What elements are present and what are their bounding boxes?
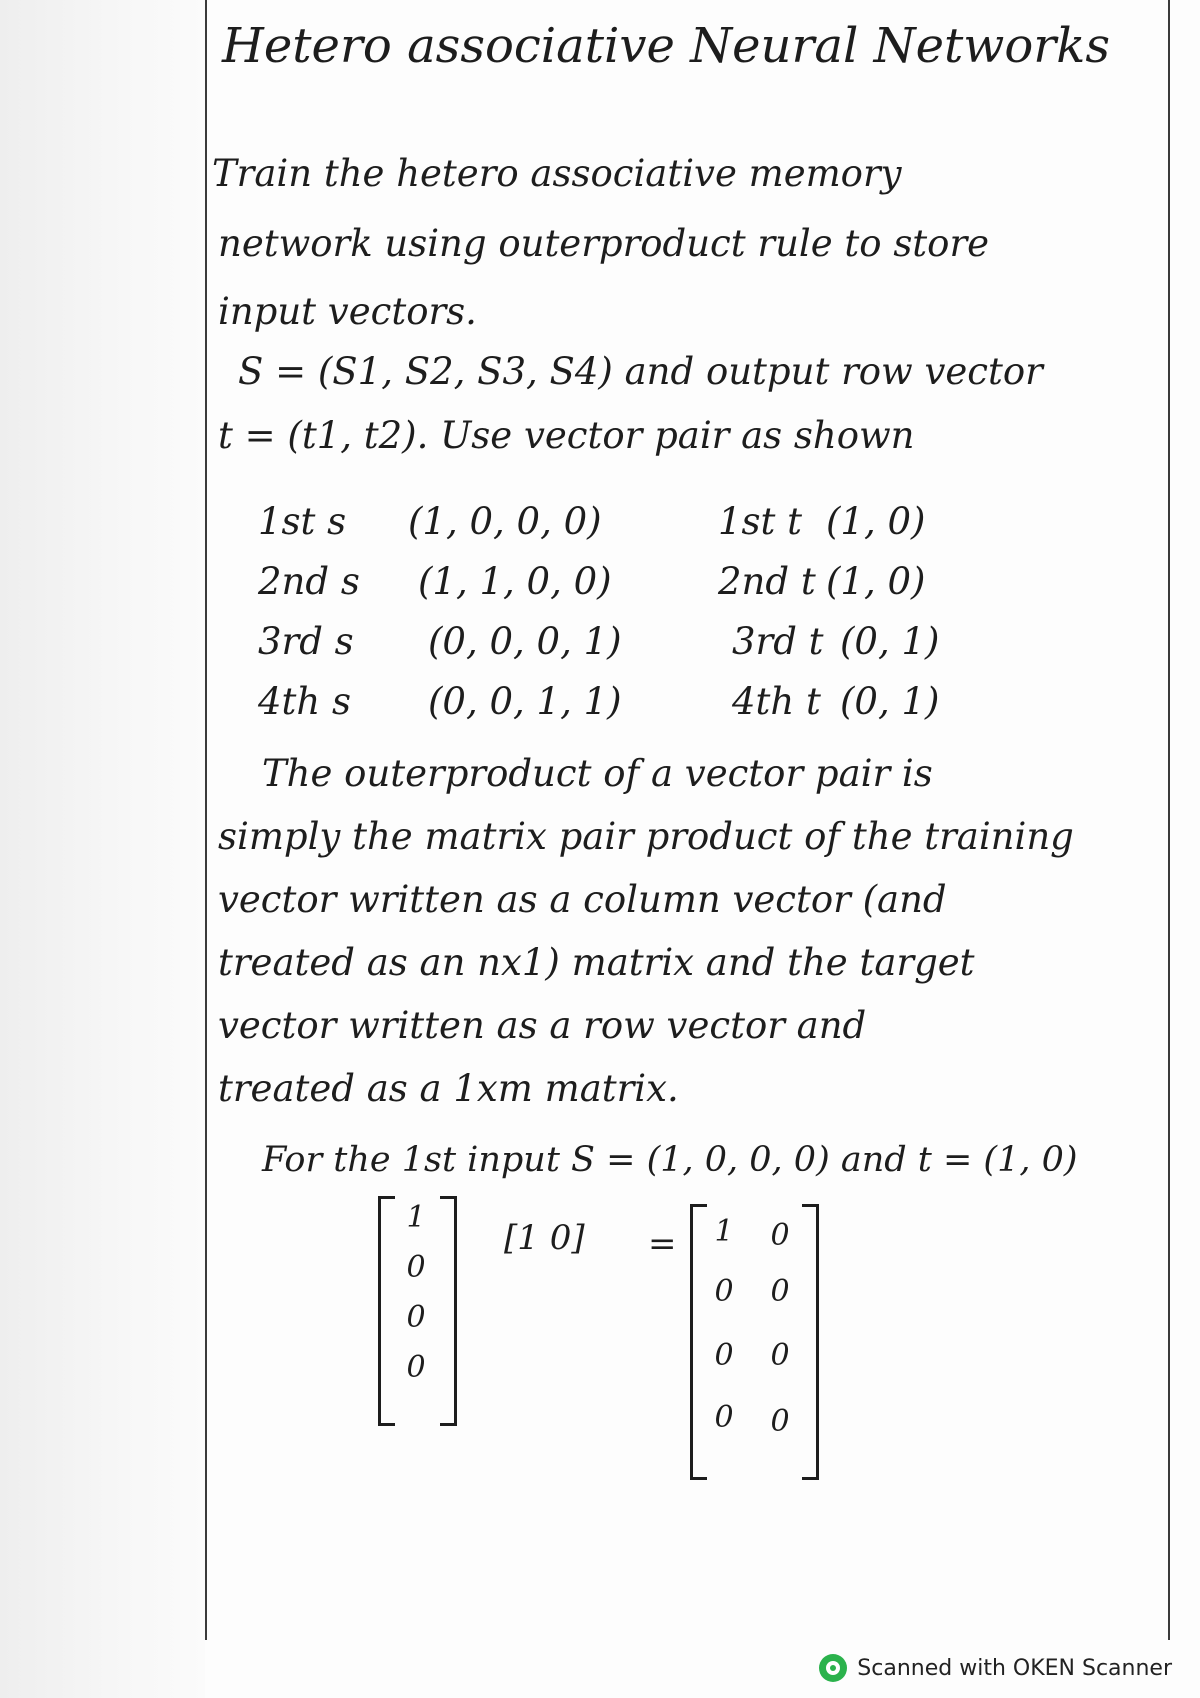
example-line: For the 1st input S = (1, 0, 0, 0) and t = (1, 0) <box>262 1140 1078 1180</box>
paragraph2-line-1: The outerproduct of a vector pair is <box>262 752 933 795</box>
paragraph1-line-3: input vectors. <box>218 290 477 333</box>
page-title: Hetero associative Neural Networks <box>222 18 1110 74</box>
scanner-footer <box>819 1650 1172 1686</box>
pair-4-s-label: 4th s <box>258 680 351 723</box>
paragraph2-line-6: treated as a 1xm matrix. <box>218 1067 679 1110</box>
pair-1-s-label: 1st s <box>258 500 347 543</box>
pair-2-t-value: (1, 0) <box>826 560 926 603</box>
result-matrix-cell: 0 <box>714 1274 734 1309</box>
paragraph2-line-5: vector written as a row vector and <box>218 1004 867 1047</box>
paragraph1-line-1: Train the hetero associative memory <box>212 152 902 195</box>
oken-scanner-logo-icon <box>819 1654 847 1682</box>
pair-3-s-label: 3rd s <box>258 620 354 663</box>
pair-2-s-label: 2nd s <box>258 560 360 603</box>
pair-4-t-value: (0, 1) <box>840 680 940 723</box>
column-vector-cell: 1 <box>406 1200 426 1235</box>
result-matrix-cell: 0 <box>770 1404 790 1439</box>
scanner-footer-text: Scanned with OKEN Scanner <box>857 1655 1172 1681</box>
right-margin-line <box>1168 0 1170 1640</box>
column-vector-matrix <box>378 1196 468 1426</box>
paragraph2-line-3: vector written as a column vector (and <box>218 878 947 921</box>
result-matrix-cell: 1 <box>714 1214 734 1249</box>
paragraph2-line-4: treated as an nx1) matrix and the target <box>218 941 975 984</box>
left-margin-line <box>205 0 207 1640</box>
pair-4-s-value: (0, 0, 1, 1) <box>428 680 622 723</box>
pair-3-s-value: (0, 0, 0, 1) <box>428 620 622 663</box>
result-matrix <box>690 1204 830 1484</box>
paragraph2-line-2: simply the matrix pair product of the training <box>218 815 1074 858</box>
column-vector-cell: 0 <box>406 1250 426 1285</box>
result-matrix-cell: 0 <box>770 1274 790 1309</box>
column-vector-right-bracket <box>440 1196 457 1426</box>
result-matrix-cell: 0 <box>714 1400 734 1435</box>
result-matrix-cell: 0 <box>714 1338 734 1373</box>
definition-s: S = (S1, S2, S3, S4) and output row vector <box>238 350 1043 393</box>
pair-2-t-label: 2nd t <box>718 560 816 603</box>
pair-1-s-value: (1, 0, 0, 0) <box>408 500 602 543</box>
row-vector: [1 0] <box>504 1218 585 1258</box>
pair-4-t-label: 4th t <box>732 680 821 723</box>
pair-1-t-value: (1, 0) <box>826 500 926 543</box>
definition-t: t = (t1, t2). Use vector pair as shown <box>218 414 915 457</box>
equals-sign: = <box>648 1224 677 1264</box>
column-vector-cell: 0 <box>406 1350 426 1385</box>
pair-1-t-label: 1st t <box>718 500 803 543</box>
result-matrix-cell: 0 <box>770 1218 790 1253</box>
column-vector-left-bracket <box>378 1196 395 1426</box>
page-shadow <box>0 0 205 1698</box>
paragraph1-line-2: network using outerproduct rule to store <box>218 222 990 265</box>
column-vector-cell: 0 <box>406 1300 426 1335</box>
result-matrix-right-bracket <box>802 1204 819 1480</box>
pair-3-t-label: 3rd t <box>732 620 824 663</box>
pair-3-t-value: (0, 1) <box>840 620 940 663</box>
pair-2-s-value: (1, 1, 0, 0) <box>418 560 612 603</box>
result-matrix-cell: 0 <box>770 1338 790 1373</box>
